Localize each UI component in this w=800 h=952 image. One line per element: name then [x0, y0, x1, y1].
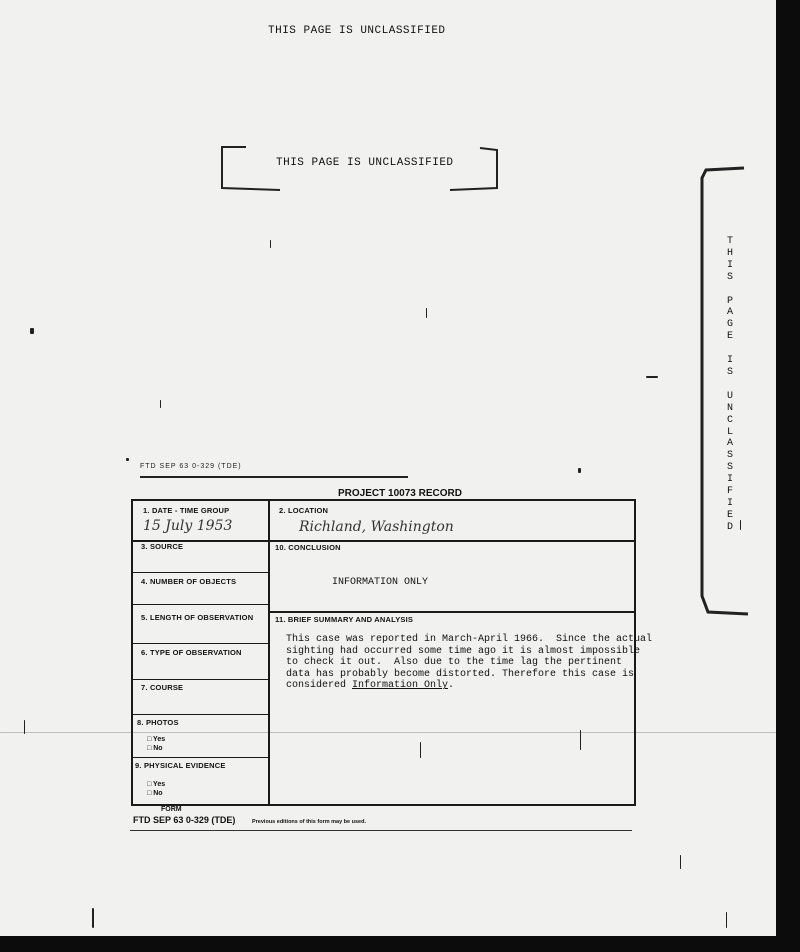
summary-line-prefix: considered	[286, 680, 353, 692]
column-divider	[268, 501, 270, 804]
scan-line	[0, 732, 776, 733]
row-line	[133, 540, 634, 542]
scan-speck	[420, 742, 421, 758]
type-of-observation-label: 6. TYPE OF OBSERVATION	[141, 648, 242, 657]
summary-line-suffix: .	[448, 680, 455, 692]
summary-line: data has probably become distorted. Therefore this case is	[286, 668, 635, 680]
scan-speck	[92, 908, 94, 928]
row-line	[270, 611, 634, 613]
side-letter	[722, 343, 738, 355]
side-letter: N	[726, 402, 733, 414]
scan-speck	[126, 458, 129, 461]
location-value: Richland, Washington	[299, 519, 454, 535]
side-letter: U	[726, 390, 733, 402]
side-letter: S	[726, 366, 733, 378]
summary-line: This case was reported in March-April 1966. Since the actual	[286, 634, 653, 645]
side-letter: A	[726, 438, 733, 450]
photos-yes-checkbox: □ Yes	[147, 736, 166, 743]
scan-speck	[426, 308, 427, 318]
side-letter: D	[726, 521, 733, 533]
summary-line: sighting had occurred some time ago it is almost impossible	[286, 645, 641, 657]
scan-speck	[160, 400, 161, 408]
scan-speck	[646, 376, 658, 378]
scan-speck	[30, 328, 34, 334]
side-letter	[722, 284, 738, 296]
row-line	[133, 757, 268, 758]
scan-speck	[726, 912, 727, 928]
conclusion-value: INFORMATION ONLY	[332, 577, 429, 588]
side-classification-text	[722, 236, 738, 534]
number-of-objects-label: 4. NUMBER OF OBJECTS	[141, 577, 237, 586]
photos-label: 8. PHOTOS	[137, 718, 179, 727]
date-time-value: 15 July 1953	[143, 518, 233, 534]
scan-speck	[578, 468, 581, 473]
side-letter: G	[726, 319, 733, 331]
row-line	[133, 679, 268, 680]
side-letter: I	[726, 355, 733, 367]
photos-no-checkbox: □ No	[147, 745, 163, 752]
scan-speck	[580, 730, 581, 750]
side-letter: P	[726, 295, 733, 307]
side-letter: C	[726, 414, 733, 426]
form-prehead-faded: FTD SEP 63 0-329 (TDE)	[140, 463, 242, 470]
row-line	[133, 714, 268, 715]
row-line	[133, 604, 268, 605]
physical-no-checkbox: □ No	[147, 790, 163, 797]
footer-rule	[130, 830, 632, 831]
side-letter: S	[726, 271, 733, 283]
footer-form-word: FORM	[161, 806, 182, 813]
side-letter: H	[726, 247, 733, 259]
footer-edition-note: Previous editions of this form may be used.	[252, 819, 366, 825]
side-letter: E	[726, 509, 733, 521]
form-title: PROJECT 10073 RECORD	[338, 488, 462, 499]
side-letter: I	[726, 497, 733, 509]
date-time-label: 1. DATE - TIME GROUP	[143, 506, 230, 515]
course-label: 7. COURSE	[141, 683, 184, 692]
classification-header: THIS PAGE IS UNCLASSIFIED	[268, 25, 446, 37]
side-letter: E	[726, 331, 733, 343]
scan-speck	[740, 520, 741, 530]
summary-line: to check it out. Also due to the time lag the pertinent	[286, 657, 623, 669]
side-letter: I	[726, 474, 733, 486]
summary-label: 11. BRIEF SUMMARY AND ANALYSIS	[275, 615, 414, 624]
summary-text	[286, 634, 653, 692]
side-letter: S	[726, 450, 733, 462]
side-letter: A	[726, 307, 733, 319]
side-letter: T	[726, 236, 733, 247]
scan-speck	[270, 240, 271, 248]
length-of-observation-label: 5. LENGTH OF OBSERVATION	[141, 613, 254, 622]
prehead-rule	[140, 476, 408, 478]
summary-underlined-conclusion: Information Only	[352, 680, 449, 692]
conclusion-label: 10. CONCLUSION	[275, 543, 341, 552]
location-label: 2. LOCATION	[279, 506, 329, 515]
scan-speck	[680, 855, 681, 869]
physical-evidence-label: 9. PHYSICAL EVIDENCE	[135, 761, 226, 770]
source-label: 3. SOURCE	[141, 542, 184, 551]
footer-form-id: FTD SEP 63 0-329 (TDE)	[133, 815, 236, 825]
classification-stamp-text: THIS PAGE IS UNCLASSIFIED	[276, 157, 454, 169]
side-letter: L	[726, 426, 733, 438]
row-line	[133, 643, 268, 644]
physical-yes-checkbox: □ Yes	[147, 781, 166, 788]
side-letter: F	[726, 486, 733, 498]
side-letter: I	[726, 259, 733, 271]
side-letter	[722, 379, 738, 391]
side-letter: S	[726, 462, 733, 474]
row-line	[133, 572, 268, 573]
